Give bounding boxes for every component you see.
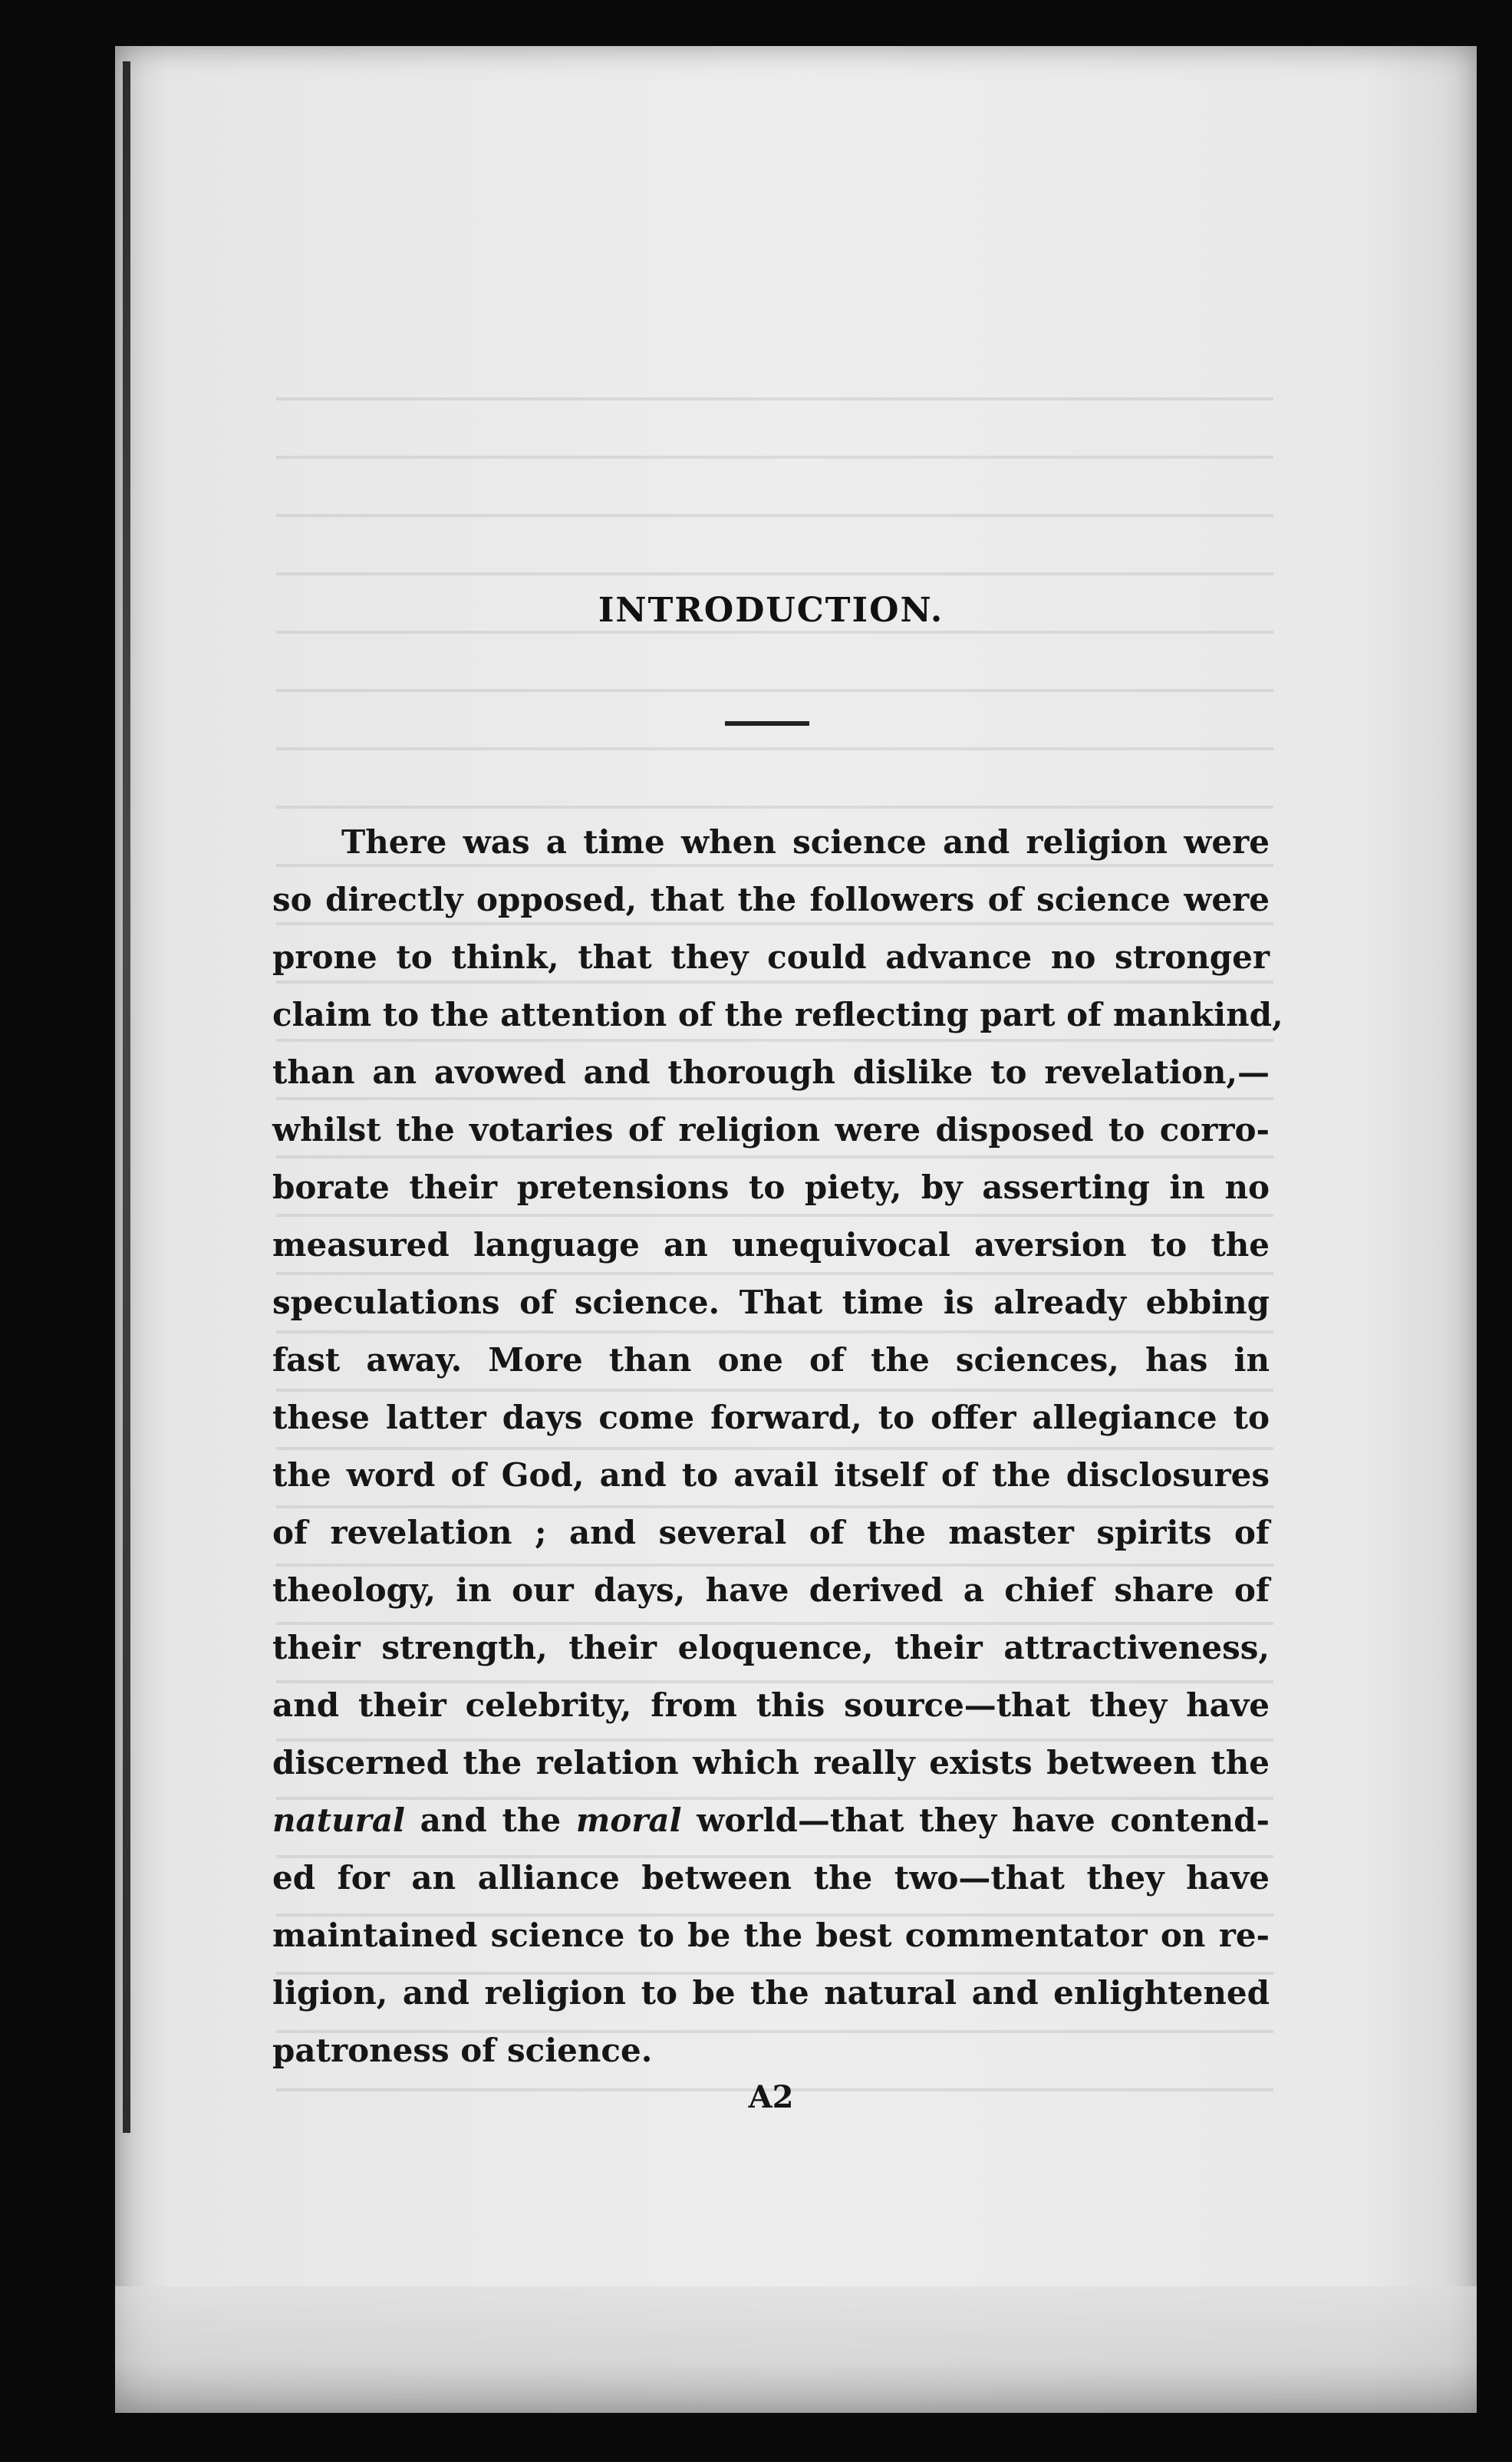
text-line: borate their pretensions to piety, by asserting in no — [272, 1168, 1270, 1206]
text-fragment: world—that they have contend- — [681, 1801, 1270, 1839]
text-line: ligion, and religion to be the natural and enlightened — [272, 1974, 1270, 2012]
binding-edge — [123, 61, 130, 2133]
text-line: than an avowed and thorough dislike to revelation,— — [272, 1053, 1270, 1091]
page-bottom-edge — [115, 2286, 1477, 2413]
text-line: There was a time when science and religion were — [341, 823, 1270, 861]
text-line: whilst the votaries of religion were disposed to corro- — [272, 1111, 1270, 1149]
text-line: discerned the relation which really exists between the — [272, 1744, 1270, 1781]
italic-word: moral — [575, 1801, 682, 1839]
text-line: so directly opposed, that the followers of science were — [272, 881, 1270, 918]
text-line: prone to think, that they could advance no stronger — [272, 938, 1270, 976]
text-line: and their celebrity, from this source—that they have — [272, 1686, 1270, 1724]
text-line: maintained science to be the best commentator on re- — [272, 1917, 1270, 1954]
body-text — [272, 813, 1283, 2079]
text-line: theology, in our days, have derived a chief share of — [272, 1571, 1270, 1609]
text-line: their strength, their eloquence, their attractiveness, — [272, 1629, 1270, 1666]
text-line: of revelation ; and several of the master spirits of — [272, 1514, 1270, 1551]
text-line: claim to the attention of the reflecting part of mankind, — [272, 996, 1283, 1033]
text-line: ed for an alliance between the two—that they have — [272, 1859, 1270, 1897]
text-line: patroness of science. — [272, 2032, 653, 2069]
italic-word: natural — [272, 1801, 405, 1839]
text-line: these latter days come forward, to offer allegiance to — [272, 1399, 1270, 1436]
text-line: fast away. More than one of the sciences, has in — [272, 1341, 1270, 1379]
text-line: the word of God, and to avail itself of the disclosures — [272, 1456, 1270, 1494]
text-fragment: and the — [404, 1801, 576, 1839]
page-title: INTRODUCTION. — [598, 591, 944, 630]
title-rule — [725, 721, 809, 726]
text-line: measured language an unequivocal aversion to the — [272, 1226, 1270, 1264]
signature-mark: A2 — [748, 2079, 794, 2115]
text-line: speculations of science. That time is already ebbing — [272, 1284, 1270, 1321]
text-line-mixed — [272, 1791, 1270, 1849]
